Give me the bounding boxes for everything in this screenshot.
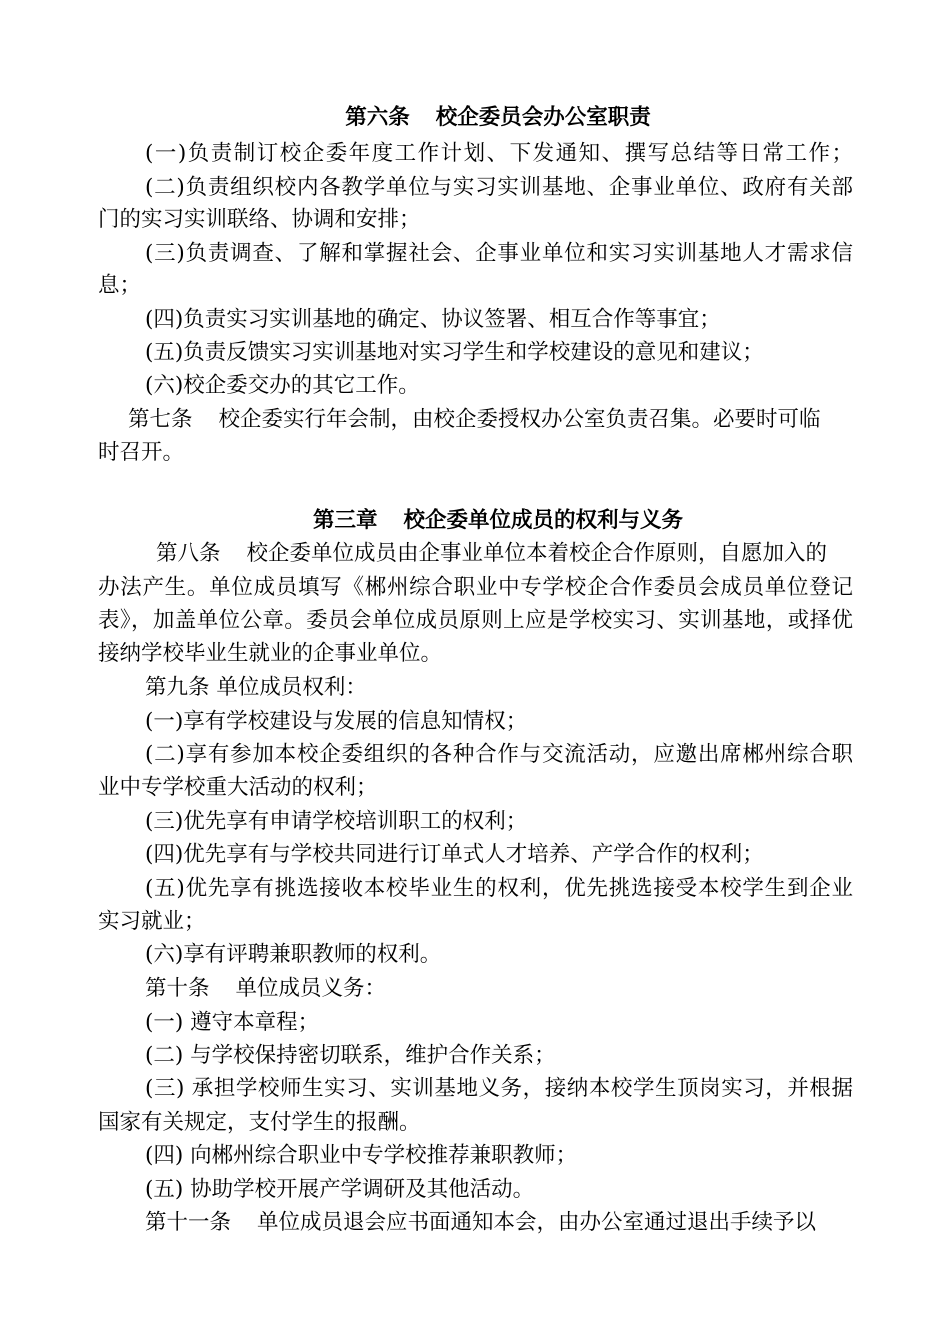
article-number: 第八条 (156, 541, 221, 566)
section-heading-6: 第六条 校企委员会办公室职责 (345, 105, 651, 130)
article-9-heading: 第九条 单位成员权利： (145, 675, 367, 700)
paragraph-line: (五) 协助学校开展产学调研及其他活动。 (145, 1177, 535, 1202)
paragraph-line: (五)优先享有挑选接收本校毕业生的权利，优先挑选接受本校学生到企业 (145, 876, 853, 901)
paragraph-line: (二)享有参加本校企委组织的各种合作与交流活动，应邀出席郴州综合职 (145, 742, 853, 767)
paragraph-line: (一)享有学校建设与发展的信息知情权； (145, 709, 528, 734)
paragraph-line: (三) 承担学校师生实习、实训基地义务，接纳本校学生顶岗实习，并根据 (145, 1076, 853, 1101)
article-number: 第十一条 (145, 1210, 232, 1235)
paragraph-line: 实习就业； (98, 909, 206, 934)
paragraph-line: (四) 向郴州综合职业中专学校推荐兼职教师； (145, 1143, 578, 1168)
article-10-heading: 第十条 单位成员义务： (145, 976, 387, 1001)
paragraph-line: 业中专学校重大活动的权利； (98, 775, 378, 800)
paragraph-line: (一)负责制订校企委年度工作计划、下发通知、撰写总结等日常工作； (145, 141, 853, 166)
paragraph-line: 办法产生。单位成员填写《郴州综合职业中专学校企合作委员会成员单位登记 (98, 575, 853, 600)
paragraph-line: 表》，加盖单位公章。委员会单位成员原则上应是学校实习、实训基地，或择优 (98, 608, 853, 633)
chapter-heading-3: 第三章 校企委单位成员的权利与义务 (312, 508, 684, 533)
paragraph-line: 接纳学校毕业生就业的企事业单位。 (98, 641, 443, 666)
paragraph-line: 国家有关规定，支付学生的报酬。 (98, 1110, 421, 1135)
article-7-line-2: 时召开。 (98, 440, 185, 465)
paragraph-line: (六)享有评聘兼职教师的权利。 (145, 942, 442, 967)
article-number: 第十条 (145, 976, 210, 1001)
paragraph-line: (一) 遵守本章程； (145, 1010, 320, 1035)
article-11-line-1: 第十一条 单位成员退会应书面通知本会，由办公室通过退出手续予以 (145, 1210, 817, 1235)
article-7-line-1: 第七条 校企委实行年会制，由校企委授权办公室负责召集。必要时可临 (128, 407, 821, 432)
article-number: 第七条 (128, 407, 193, 432)
paragraph-line: (四)优先享有与学校共同进行订单式人才培养、产学合作的权利； (145, 842, 764, 867)
paragraph-line: 门的实习实训联络、协调和安排； (98, 207, 421, 232)
paragraph-line: (五)负责反馈实习实训基地对实习学生和学校建设的意见和建议； (145, 340, 764, 365)
paragraph-line: (二)负责组织校内各教学单位与实习实训基地、企事业单位、政府有关部 (145, 175, 853, 200)
paragraph-line: (三)优先享有申请学校培训职工的权利； (145, 809, 528, 834)
paragraph-line: (二) 与学校保持密切联系，维护合作关系； (145, 1043, 556, 1068)
paragraph-line: (三)负责调查、了解和掌握社会、企事业单位和实习实训基地人才需求信 (145, 241, 853, 266)
paragraph-line: (四)负责实习实训基地的确定、协议签署、相互合作等事宜； (145, 307, 721, 332)
article-8-line-1: 第八条 校企委单位成员由企事业单位本着校企合作原则，自愿加入的 (156, 541, 828, 566)
paragraph-line: 息； (98, 273, 142, 298)
paragraph-line: (六)校企委交办的其它工作。 (145, 373, 420, 398)
